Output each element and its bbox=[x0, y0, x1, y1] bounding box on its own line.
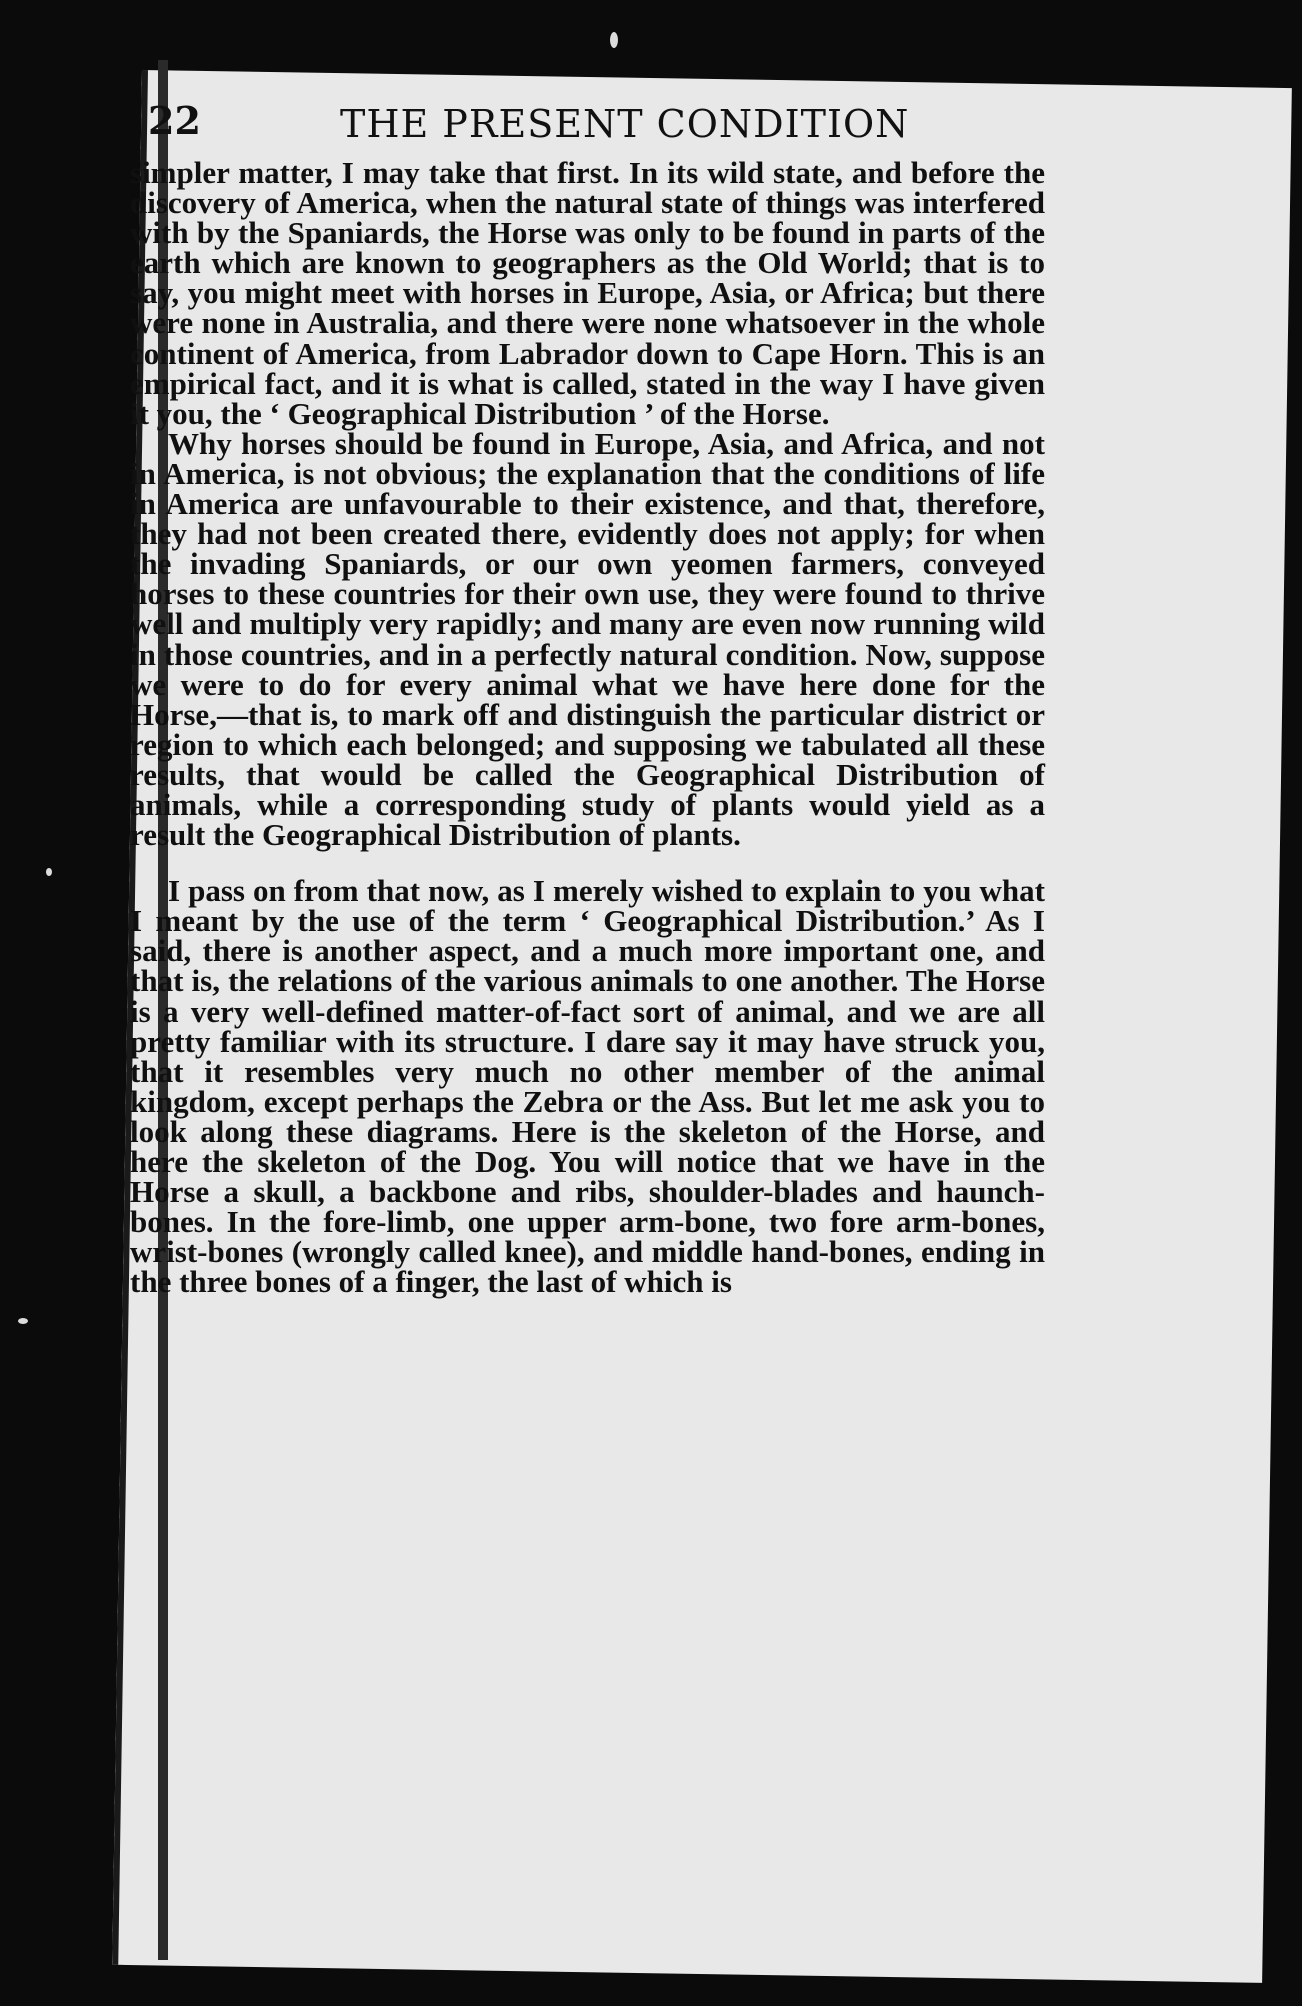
dust-speck bbox=[18, 1318, 28, 1324]
running-head: THE PRESENT CONDITION bbox=[340, 102, 910, 146]
paragraph-3: I pass on from that now, as I merely wished to explain to you what I meant by the use of the term ‘ Geographical Distribution.’ As I said, there is another aspect, and a much more important one, and that is, the relations of the various animals to one another. The Horse is a very well-defined matter-of-fact sort of animal, and we are all pretty familiar with its structure. I dare say it may have struck you, that it resembles very much no other member of the animal kingdom, except perhaps the Zebra or the Ass. But let me ask you to look along these diagrams. Here is the skeleton of the Horse, and here the skeleton of the Dog. You will notice that we have in the Horse a skull, a backbone and ribs, shoulder-blades and haunch-bones. In the fore-limb, one upper arm-bone, two fore arm-bones, wrist-bones (wrongly called knee), and middle hand-bones, ending in the three bones of a finger, the last of which is bbox=[130, 873, 1045, 1300]
paragraph-1: simpler matter, I may take that first. In its wild state, and before the discovery of America, when the natural state of things was interfered with by the Spaniards, the Horse was only to be found in parts of the earth which are known to geographers as the Old World; that is to say, you might meet with horses in Europe, Asia, or Africa; but there were none in Australia, and there were none whatsoever in the whole continent of America, from Labrador down to Cape Horn. This is an empirical fact, and it is what is called, stated in the way I have given it you, the ‘ Geographical Distribution ’ of the Horse. bbox=[130, 155, 1045, 431]
paragraph-2: Why horses should be found in Europe, Asia, and Africa, and not in America, is not obvious; the explanation that the conditions of life in America are unfavourable to their existence, and that, therefore, they had not been created there, evidently does not apply; for when the invading Spaniards, or our own yeomen farmers, conveyed horses to these countries for their own use, they were found to thrive well and multiply very rapidly; and many are even now running wild in those countries, and in a perfectly natural condition. Now, suppose we were to do for every animal what we have here done for the Horse,—that is, to mark off and distinguish the particular district or region to which each belonged; and supposing we tabulated all these results, that would be called the Geographical Distribution of animals, while a corresponding study of plants would yield as a result the Geographical Distribution of plants. bbox=[130, 425, 1045, 853]
page-number: 22 bbox=[148, 98, 201, 143]
body-text bbox=[130, 155, 1045, 1300]
dust-speck bbox=[46, 868, 52, 876]
dust-speck bbox=[610, 32, 618, 48]
page-header bbox=[148, 98, 1028, 148]
